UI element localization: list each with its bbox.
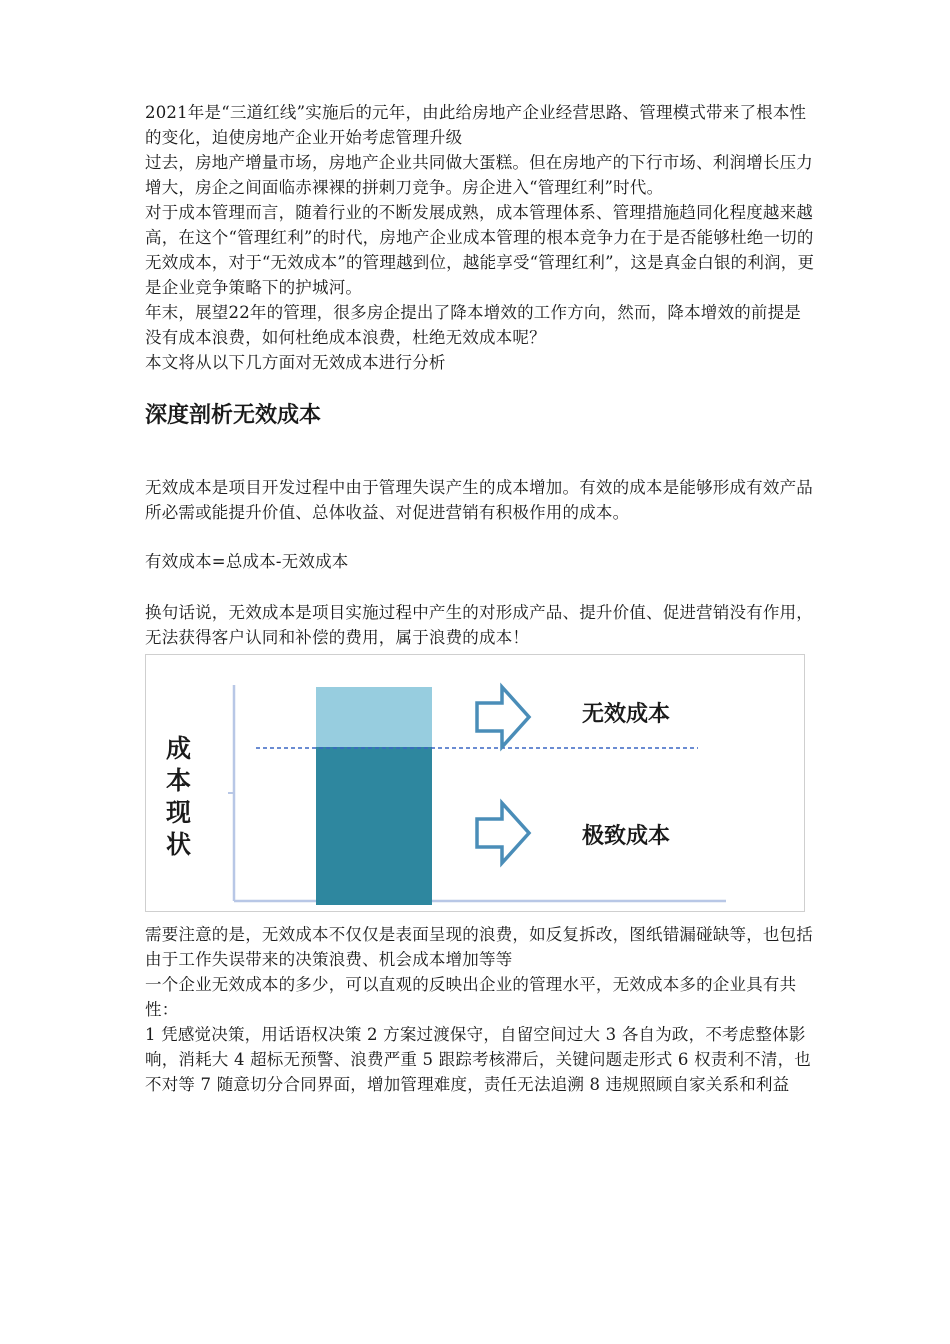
intro-paragraph-2: 过去，房地产增量市场，房地产企业共同做大蛋糕。但在房地产的下行市场、利润增长压力增大，房企之间面临赤裸裸的拼刺刀竞争。房企进入“管理红利”时代。 [145,153,813,197]
arrow-right-icon [477,687,529,747]
axis-char-1: 成 [166,734,192,763]
cost-diagram-svg [146,655,804,911]
formula-line: 有效成本=总成本-无效成本 [145,552,349,571]
intro-paragraph-4: 年末，展望22年的管理，很多房企提出了降本增效的工作方向，然而，降本增效的前提是没有成本浪费，如何杜绝成本浪费，杜绝无效成本呢？ [145,303,801,347]
arrow-right-icon [477,803,529,863]
definition-paragraph: 无效成本是项目开发过程中由于管理失误产生的成本增加。有效的成本是能够形成有效产品所必需或能提升价值、总体收益、对促进营销有积极作用的成本。 [145,478,813,522]
cost-diagram [145,654,805,912]
section-heading: 深度剖析无效成本 [145,403,322,428]
invalid-cost-label: 无效成本 [582,702,671,727]
ultimate-cost-label: 极致成本 [582,824,671,849]
intro-paragraph-5: 本文将从以下几方面对无效成本进行分析 [145,353,446,372]
invalid-cost-bar-segment [316,687,432,747]
explanation-paragraph: 换句话说，无效成本是项目实施过程中产生的对形成产品、提升价值、促进营销没有作用，无法获得客户认同和补偿的费用，属于浪费的成本！ [145,603,813,647]
note-paragraph: 需要注意的是，无效成本不仅仅是表面呈现的浪费，如反复拆改，图纸错漏碰缺等，也包括由于工作失误带来的决策浪费、机会成本增加等等 [145,925,813,969]
axis-char-2: 本 [166,766,192,795]
intro-paragraph-1: 2021年是“三道红线”实施后的元年，由此给房地产企业经营思路、管理模式带来了根本性的变化，迫使房地产企业开始考虑管理升级 [145,103,807,147]
intro-paragraph-3: 对于成本管理而言，随着行业的不断发展成熟，成本管理体系、管理措施趋同化程度越来越高，在这个“管理红利”的时代，房地产企业成本管理的根本竞争力在于是否能够杜绝一切的无效成本，对于“无效成本”的管理越到位，越能享受“管理红利”，这是真金白银的利润，更是企业竞争策略下的护城河。 [145,203,815,297]
axis-char-3: 现 [166,798,192,827]
commonality-paragraph: 一个企业无效成本的多少，可以直观的反映出企业的管理水平，无效成本多的企业具有共性： [145,975,797,1019]
essential-cost-bar-segment [316,747,432,905]
commonality-list: 1 凭感觉决策，用话语权决策 2 方案过渡保守，自留空间过大 3 各自为政，不考虑整体影响，消耗大 4 超标无预警、浪费严重 5 跟踪考核滞后，关键问题走形式 6 权责利不清，也不对等 7 随意切分合同界面，增加管理难度，责任无法追溯 8 违规照顾自家关系和利益 [145,1025,811,1094]
axis-char-4: 状 [166,830,192,859]
